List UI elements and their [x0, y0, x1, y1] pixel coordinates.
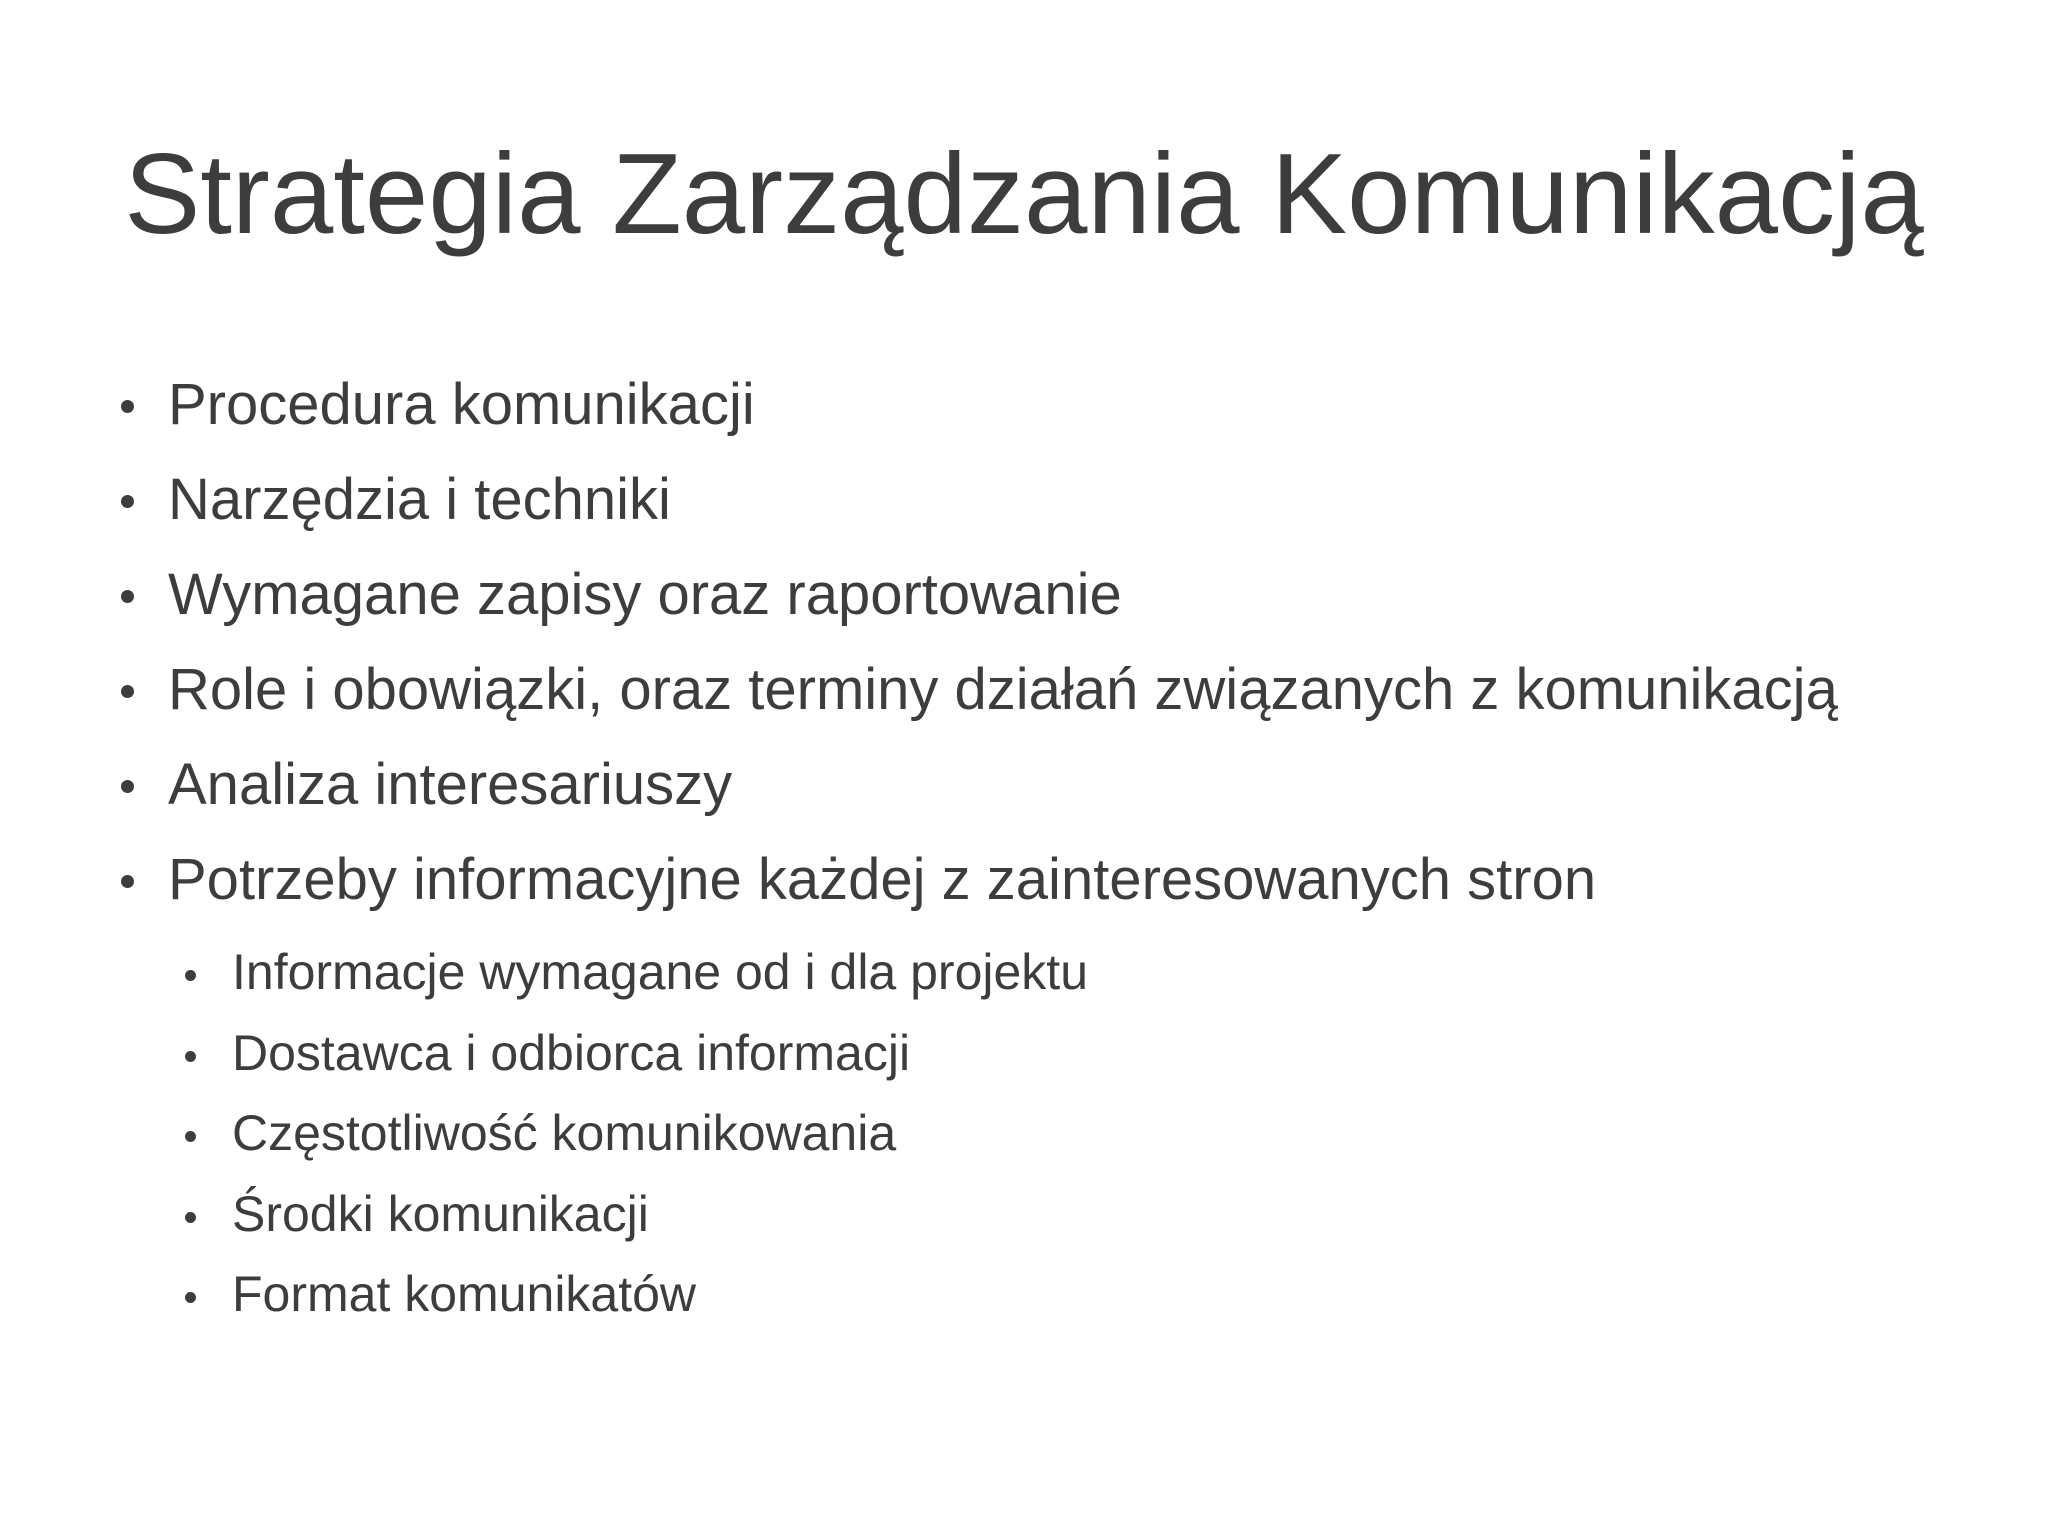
sub-list-item: [0, 1093, 2048, 1174]
sub-list-item-text: Środki komunikacji: [232, 1185, 649, 1242]
bullet-icon: [121, 590, 134, 603]
sub-list-item-text: Format komunikatów: [232, 1266, 697, 1322]
bullet-icon: [185, 1292, 196, 1303]
list-item-text: Role i obowiązki, oraz terminy działań związanych z komunikacją: [168, 657, 1838, 722]
bullet-list: [0, 357, 2048, 1335]
list-item-text: Narzędzia i techniki: [168, 467, 671, 532]
sub-list-item-text: Dostawca i odbiorca informacji: [232, 1024, 911, 1081]
list-item-text: Procedura komunikacji: [168, 372, 755, 437]
list-item: [0, 737, 2048, 832]
bullet-icon: [121, 400, 134, 413]
sub-list-item: [0, 1013, 2048, 1094]
list-item-text: Analiza interesariuszy: [168, 752, 733, 817]
sub-list-item: [0, 1254, 2048, 1335]
slide-title: Strategia Zarządzania Komunikacją: [124, 131, 1924, 258]
bullet-icon: [121, 780, 134, 793]
sub-list-item-text: Częstotliwość komunikowania: [232, 1105, 897, 1161]
list-item-text: Wymagane zapisy oraz raportowanie: [168, 562, 1122, 627]
bullet-icon: [185, 1131, 196, 1142]
list-item: [0, 357, 2048, 452]
bullet-icon: [121, 685, 134, 698]
sub-bullet-list: [0, 932, 2048, 1335]
list-item: [0, 642, 2048, 737]
sub-list-item: [0, 1174, 2048, 1255]
list-item: [0, 832, 2048, 927]
bullet-icon: [185, 1051, 196, 1062]
bullet-icon: [121, 875, 134, 888]
list-item-text: Potrzeby informacyjne każdej z zainteresowanych stron: [168, 847, 1597, 912]
list-item: [0, 547, 2048, 642]
sub-list-item-text: Informacje wymagane od i dla projektu: [232, 944, 1089, 1000]
bullet-icon: [121, 495, 134, 508]
list-item: [0, 452, 2048, 547]
bullet-icon: [185, 1212, 196, 1223]
bullet-icon: [185, 970, 196, 981]
sub-list-item: [0, 932, 2048, 1013]
